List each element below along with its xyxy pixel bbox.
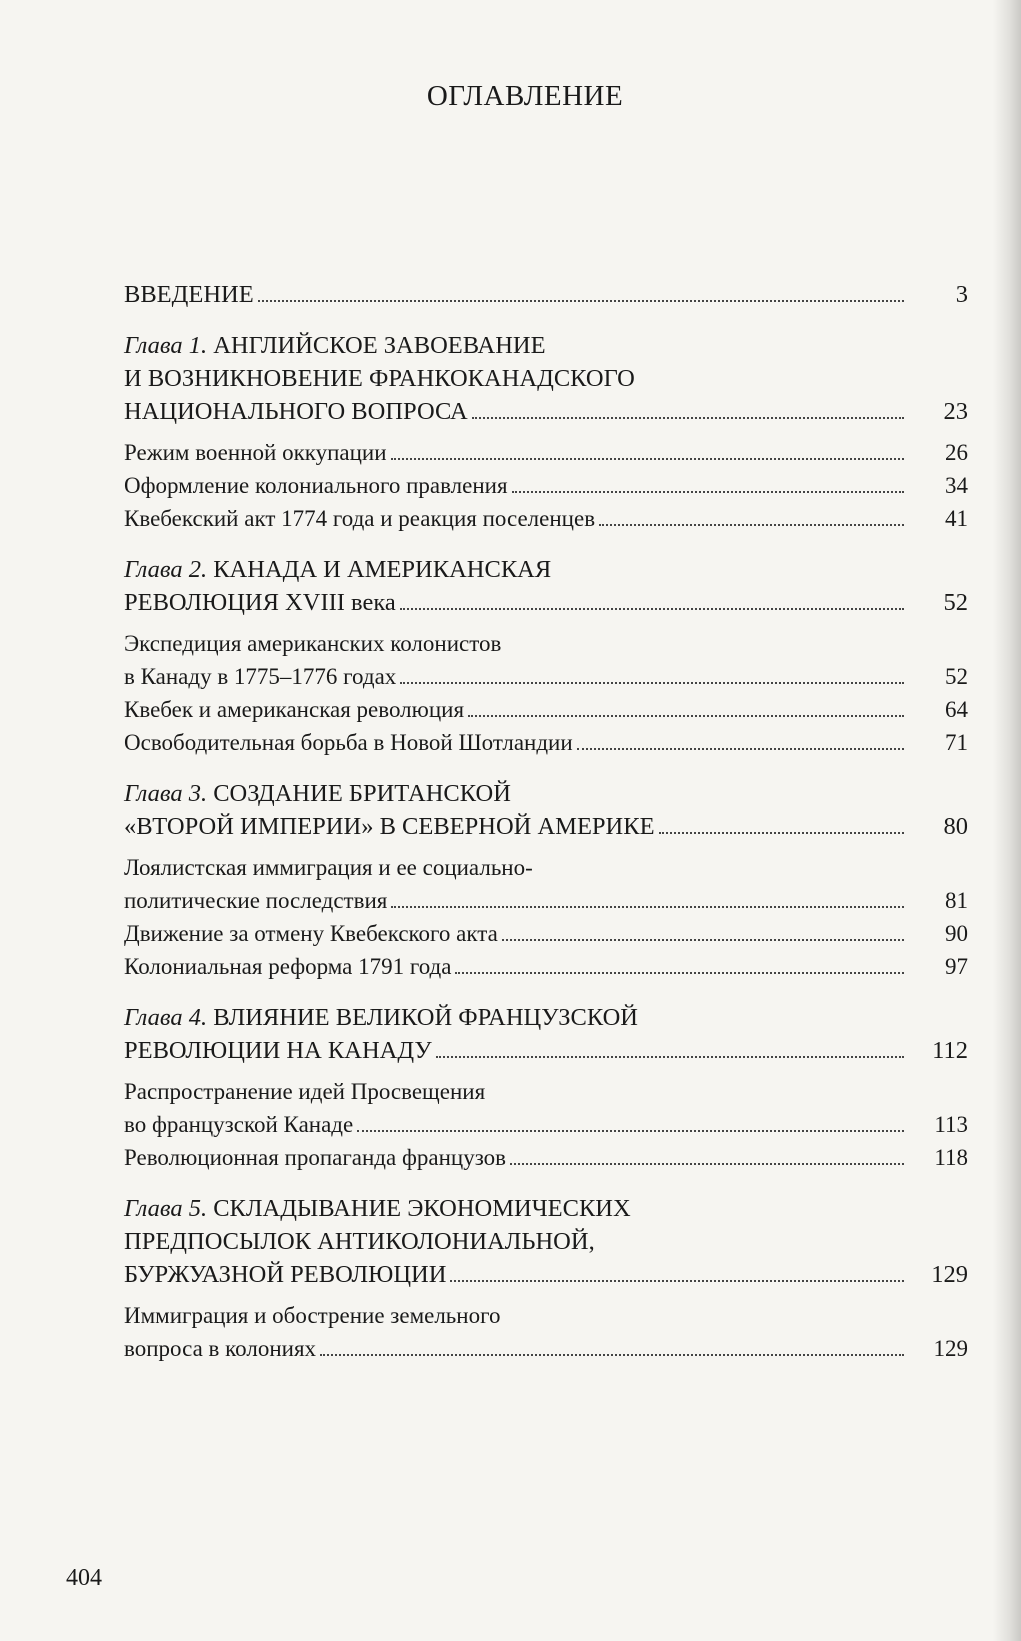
toc-section-entry[interactable] [124,950,968,983]
chapter-title-line: НАЦИОНАЛЬНОГО ВОПРОСА [124,398,468,425]
toc-section-title: во французской Канаде [124,1112,354,1137]
chapter-label: Глава 4. [124,1004,208,1031]
toc-chapter-title [124,810,659,843]
toc-page-number: 52 [943,589,968,616]
toc-chapter-title [124,556,551,583]
dot-leader [391,906,904,908]
toc-chapter-line [124,553,968,586]
toc-page-number: 90 [945,921,968,946]
toc-section-entry[interactable] [124,1332,968,1365]
dot-leader [357,1130,904,1132]
toc-section-title: вопроса в колониях [124,1336,317,1361]
dot-leader [468,715,904,717]
dot-leader [510,1163,904,1165]
toc-section-line [124,1075,968,1108]
dot-leader [436,1056,904,1058]
toc-sections [124,1299,968,1365]
toc-page-number: 113 [934,1112,968,1137]
dot-leader [512,491,904,493]
chapter-label: Глава 1. [124,332,208,359]
toc-chapter-line [124,1192,968,1225]
toc-page-number: 26 [945,440,968,465]
dot-leader [400,682,904,684]
chapter-label: Глава 5. [124,1195,208,1222]
chapter-title-line: «ВТОРОЙ ИМПЕРИИ» В СЕВЕРНОЙ АМЕРИКЕ [124,813,655,840]
toc-sections [124,1075,968,1174]
toc-page-number: 34 [945,473,968,498]
dot-leader [391,458,904,460]
chapter-title-line: ВЛИЯНИЕ ВЕЛИКОЙ ФРАНЦУЗСКОЙ [213,1004,638,1031]
chapter-title-line: КАНАДА И АМЕРИКАНСКАЯ [213,556,552,583]
toc-section-line [124,851,968,884]
toc-section-title: Квебекский акт 1774 года и реакция поселенцев [124,506,596,531]
toc-section-entry[interactable] [124,502,968,535]
dot-leader [577,748,904,750]
toc-section-line [124,627,968,660]
dot-leader [599,524,904,526]
toc-page-number: 52 [945,664,968,689]
toc-section-entry[interactable] [124,660,968,693]
toc-chapter-entry[interactable] [124,810,968,843]
toc-page-number: 64 [945,697,968,722]
dot-leader [320,1354,904,1356]
toc-section-title: Революционная пропаганда французов [124,1145,507,1170]
toc-page-number: 41 [945,506,968,531]
toc-chapter-line [124,777,968,810]
toc-page-number: 3 [955,281,968,308]
toc-chapter-title [124,1195,631,1222]
toc-chapter-2 [124,553,968,759]
chapter-title-line: АНГЛИЙСКОЕ ЗАВОЕВАНИЕ [213,332,546,359]
chapter-title-line: ПРЕДПОСЫЛОК АНТИКОЛОНИАЛЬНОЙ, [124,1228,595,1255]
dot-leader [400,608,904,610]
chapter-title-line: РЕВОЛЮЦИИ НА КАНАДУ [124,1037,432,1064]
toc-section-title: Режим военной оккупации [124,440,387,465]
toc-chapter-title [124,586,400,619]
toc-chapter-4 [124,1001,968,1174]
toc-page-number: 97 [945,954,968,979]
toc-section-title: Распространение идей Просвещения [124,1079,486,1104]
chapter-label: Глава 2. [124,556,208,583]
toc-page-number: 81 [945,888,968,913]
toc-chapter-1 [124,329,968,535]
toc-entry-text: ВВЕДЕНИЕ [124,281,254,308]
toc-page-number: 23 [943,398,968,425]
toc-section-title: политические последствия [124,888,388,913]
toc-chapter-3 [124,777,968,983]
dot-leader [258,300,904,302]
dot-leader [455,972,904,974]
toc-section-title: Экспедиция американских колонистов [124,631,502,656]
page-number: 404 [66,1565,102,1591]
toc-section-entry[interactable] [124,884,968,917]
toc-chapter-title [124,1258,450,1291]
toc-chapter-entry[interactable] [124,1258,968,1291]
toc-entry-intro[interactable] [124,278,968,311]
toc-chapter-line [124,1001,968,1034]
toc-section-title: в Канаду в 1775–1776 годах [124,664,397,689]
toc-section-entry[interactable] [124,726,968,759]
toc-chapter-title [124,365,635,392]
toc-sections [124,627,968,759]
toc-section-entry[interactable] [124,693,968,726]
toc-section-entry[interactable] [124,436,968,469]
toc-chapter-line [124,1225,968,1258]
toc-chapter-entry[interactable] [124,586,968,619]
toc-chapter-title [124,1034,436,1067]
toc-section-title: Движение за отмену Квебекского акта [124,921,498,946]
toc-page-number: 80 [943,813,968,840]
toc-chapter-entry[interactable] [124,1034,968,1067]
toc-chapter-title [124,1004,638,1031]
toc-chapter-title [124,332,546,359]
toc-section-entry[interactable] [124,1108,968,1141]
toc-chapter-line [124,362,968,395]
toc-section-entry[interactable] [124,469,968,502]
toc-chapter-5 [124,1192,968,1365]
dot-leader [502,939,904,941]
chapter-label: Глава 3. [124,780,208,807]
toc-sections [124,851,968,983]
toc-section-entry[interactable] [124,1141,968,1174]
toc-section-title: Лоялистская иммиграция и ее социально- [124,855,533,880]
page-title: ОГЛАВЛЕНИЕ [426,80,624,112]
toc-chapter-title [124,395,472,428]
toc-chapter-title [124,780,511,807]
toc-page-number: 129 [933,1336,968,1361]
toc-sections [124,436,968,535]
toc-section-title: Квебек и американская революция [124,697,465,722]
toc-section-entry[interactable] [124,917,968,950]
toc-section-title: Оформление колониального правления [124,473,508,498]
chapter-title-line: СКЛАДЫВАНИЕ ЭКОНОМИЧЕСКИХ [213,1195,631,1222]
toc-section-line [124,1299,968,1332]
chapter-title-line: СОЗДАНИЕ БРИТАНСКОЙ [213,780,511,807]
toc-page-number: 129 [931,1261,968,1288]
chapter-title-line: И ВОЗНИКНОВЕНИЕ ФРАНКОКАНАДСКОГО [124,365,635,392]
chapter-title-line: РЕВОЛЮЦИЯ XVIII века [124,589,396,616]
toc-page-number: 71 [945,730,968,755]
toc-page-number: 118 [934,1145,968,1170]
chapter-title-line: БУРЖУАЗНОЙ РЕВОЛЮЦИИ [124,1261,447,1288]
table-of-contents [124,278,968,1365]
toc-chapter-title [124,1228,595,1255]
toc-chapter-entry[interactable] [124,395,968,428]
dot-leader [450,1280,904,1282]
dot-leader [472,417,904,419]
page-edge-shadow [993,0,1021,1641]
toc-section-title: Освободительная борьба в Новой Шотландии [124,730,573,755]
dot-leader [659,832,904,834]
toc-page-number: 112 [932,1037,968,1064]
toc-chapter-line [124,329,968,362]
toc-section-title: Иммиграция и обострение земельного [124,1303,501,1328]
toc-section-title: Колониальная реформа 1791 года [124,954,452,979]
